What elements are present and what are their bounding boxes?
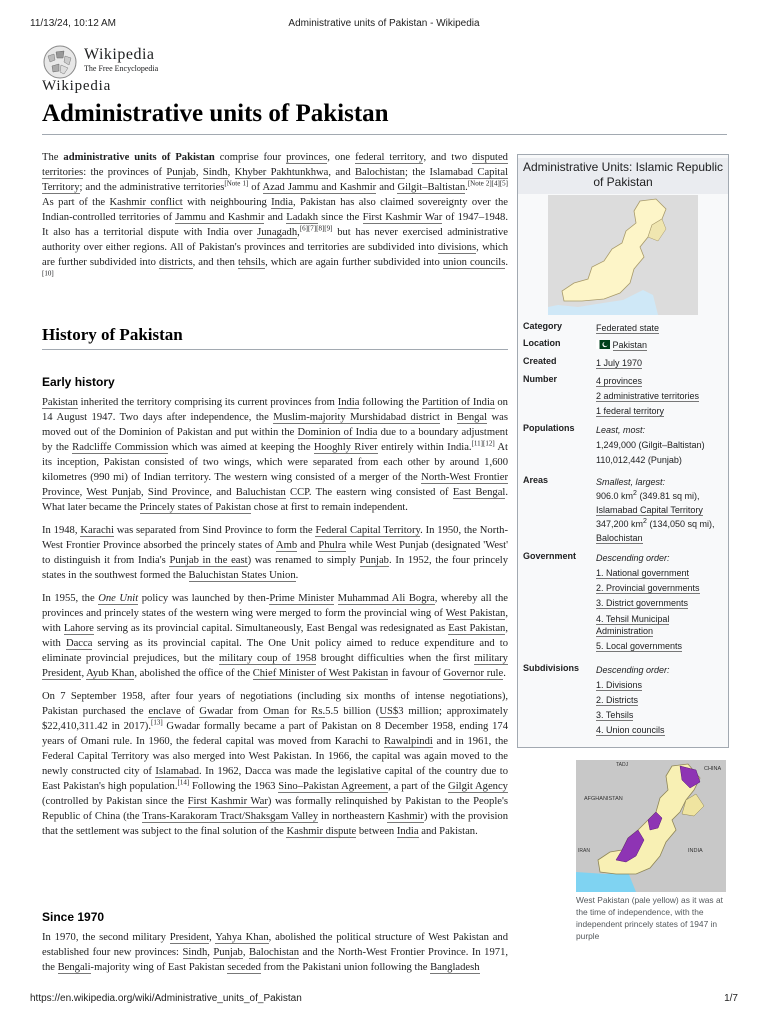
link-governor-rule[interactable]: Governor rule bbox=[443, 668, 504, 679]
infobox-label: Subdivisions bbox=[523, 663, 580, 673]
link-east-bengal[interactable]: East Bengal bbox=[452, 487, 506, 498]
link-baluchistan[interactable]: Baluchistan bbox=[235, 487, 286, 498]
link-baluchistan-states-union[interactable]: Baluchistan States Union bbox=[188, 570, 296, 581]
title-rule bbox=[42, 134, 727, 135]
link-divisions[interactable]: 1. Divisions bbox=[596, 680, 643, 690]
link-dacca[interactable]: Dacca bbox=[65, 638, 93, 649]
link-dominion-of-india[interactable]: Dominion of India bbox=[297, 427, 378, 438]
link-oman[interactable]: Oman bbox=[263, 706, 290, 717]
west-pakistan-1947-map[interactable] bbox=[576, 760, 726, 892]
link-bengal[interactable]: Bengal bbox=[457, 412, 488, 423]
ref-13[interactable]: [13] bbox=[150, 718, 163, 727]
wikipedia-tagline: The Free Encyclopedia bbox=[84, 64, 159, 73]
link-prime-minister[interactable]: Prime Minister bbox=[269, 593, 335, 604]
link-bangladesh[interactable]: Bangladesh bbox=[430, 962, 480, 973]
link-gwadar[interactable]: Gwadar bbox=[199, 706, 233, 717]
link-murshidabad[interactable]: Muslim-majority Murshidabad district bbox=[273, 412, 440, 423]
infobox-label: Created bbox=[523, 356, 557, 366]
link-princely-states[interactable]: Princely states of Pakistan bbox=[139, 502, 252, 513]
link-punjab-in-the-east[interactable]: Punjab in the east bbox=[169, 555, 248, 566]
link-gilgit-baltistan[interactable]: Gilgit–Baltistan bbox=[397, 182, 466, 193]
link-enclave[interactable]: enclave bbox=[148, 706, 181, 717]
link-india[interactable]: India bbox=[271, 197, 293, 208]
link-punjab[interactable]: Punjab bbox=[166, 167, 196, 178]
link-jammu-kashmir[interactable]: Jammu and Kashmir bbox=[175, 212, 265, 223]
infobox-label: Location bbox=[523, 338, 561, 348]
paragraph-1958: On 7 September 1958, after four years of negotiations (including six months of intense negotiations), Pakistan purchased the enclave of Gwadar from Oman for Rs.5.5 billion (US$3 million; approximately $22,410,311.42 in 2017).[13] Gwadar formally became a part of Pakistan on 8 December 1958, ending 174 years of Omani rule. In 1960, the federal capital was moved from Karachi to Rawalpindi and in 1961, the Federal Capital Territory was also merged into West Pakistan. In 1966, the capital was again moved to the newly constructed city of Islamabad. In 1962, Dacca was made the legislative capital of the country due to East Pakistan's high population.[14] Following the 1963 Sino–Pakistan Agreement, a part of the Gilgit Agency (controlled by Pakistan since the First Kashmir War) was formally relinquished by Pakistan to the People's Republic of China (the Trans-Karakoram Tract/Shaksgam Valley in northeastern Kashmir) with the provision that the settlement was subject to the final solution of the Kashmir dispute between India and Pakistan. bbox=[42, 691, 509, 837]
link-national-government[interactable]: 1. National government bbox=[596, 568, 690, 578]
link-balochistan[interactable]: Balochistan bbox=[249, 947, 300, 958]
link-sindh[interactable]: Sindh bbox=[202, 167, 228, 178]
link-sino-pakistan-agreement[interactable]: Sino–Pakistan Agreement bbox=[278, 781, 389, 792]
map-label-china: CHINA bbox=[704, 766, 722, 772]
link-federated-state[interactable]: Federated state bbox=[596, 323, 660, 333]
link-hooghly-river[interactable]: Hooghly River bbox=[313, 442, 378, 453]
link-balochistan[interactable]: Balochistan bbox=[354, 167, 405, 178]
subheading-early-history: Early history bbox=[42, 375, 115, 389]
link-usd[interactable]: US$ bbox=[379, 706, 399, 717]
ref-6-9[interactable]: [6][7][8][9] bbox=[299, 224, 333, 233]
link-first-kashmir-war[interactable]: First Kashmir War bbox=[362, 212, 443, 223]
link-2-administrative-territories[interactable]: 2 administrative territories bbox=[596, 391, 700, 401]
link-east-pakistan[interactable]: East Pakistan bbox=[448, 623, 506, 634]
link-partition[interactable]: Partition of India bbox=[421, 397, 495, 408]
body-early-history bbox=[42, 395, 508, 847]
ref-note-2[interactable]: [Note 2][4][5] bbox=[467, 179, 509, 188]
print-page-number: 1/7 bbox=[724, 993, 738, 1004]
link-chief-minister-west-pakistan[interactable]: Chief Minister of West Pakistan bbox=[252, 668, 389, 679]
populations-note: Least, most: bbox=[596, 425, 646, 435]
link-islamabad-capital-territory[interactable]: Islamabad Capital Territory bbox=[596, 505, 703, 515]
link-rawalpindi[interactable]: Rawalpindi bbox=[383, 736, 433, 747]
ref-note-1[interactable]: [Note 1] bbox=[224, 179, 249, 188]
link-kashmir[interactable]: Kashmir bbox=[387, 811, 424, 822]
link-military-coup-1958[interactable]: military coup of 1958 bbox=[219, 653, 317, 664]
pakistan-flag-icon bbox=[596, 340, 610, 349]
link-disputed-territories[interactable]: disputed territories bbox=[42, 152, 508, 178]
government-note: Descending order: bbox=[596, 553, 670, 563]
link-tehsils[interactable]: tehsils bbox=[238, 257, 266, 268]
infobox-label: Populations bbox=[523, 423, 575, 433]
link-ayub-khan[interactable]: Ayub Khan bbox=[86, 668, 135, 679]
link-seceded[interactable]: seceded bbox=[227, 962, 261, 973]
map-label-afghanistan: AFGHANISTAN bbox=[584, 796, 623, 802]
map-label-india: INDIA bbox=[688, 848, 703, 854]
link-west-punjab[interactable]: West Punjab bbox=[86, 487, 141, 498]
map-label-iran: IRAN bbox=[578, 848, 590, 854]
ref-10[interactable]: [10] bbox=[42, 269, 54, 278]
link-president[interactable]: President bbox=[169, 932, 210, 943]
paragraph-1955: In 1955, the One Unit policy was launched by then-Prime Minister Muhammad Ali Bogra, whereby all the provinces and princely states of the western wing were merged to form the provincial wing of West Pakistan, with Lahore serving as its provincial capital. Simultaneously, East Bengal was redesignated as East Pakistan, with Dacca serving as its provincial capital. The One Unit policy aimed to reduce expenditure and to eliminate provincial prejudices, but the military coup of 1958 brought difficulties when the first military President, Ayub Khan, abolished the office of the Chief Minister of West Pakistan in favour of Governor rule. bbox=[42, 593, 509, 679]
link-muhammad-ali-bogra[interactable]: Muhammad Ali Bogra bbox=[337, 593, 435, 604]
link-one-unit[interactable]: One Unit bbox=[98, 593, 139, 604]
print-footer bbox=[30, 993, 738, 1004]
link-junagadh[interactable]: Junagadh bbox=[257, 227, 298, 238]
body-since-1970 bbox=[42, 930, 508, 983]
link-trans-karakoram-tract[interactable]: Trans-Karakoram Tract/Shaksgam Valley bbox=[142, 811, 319, 822]
populations-least: 1,249,000 (Gilgit–Baltistan) bbox=[596, 440, 705, 450]
link-islamabad[interactable]: Islamabad bbox=[155, 766, 199, 777]
link-districts[interactable]: 2. Districts bbox=[596, 695, 639, 705]
link-india[interactable]: India bbox=[396, 826, 419, 837]
section-rule bbox=[42, 349, 508, 350]
paragraph-1947: Pakistan inherited the territory comprising its current provinces from India following the Partition of India on 14 August 1947. Two days after independence, the Muslim-majority Murshidabad district in Bengal was moved out of the Dominion of Pakistan and put within the Dominion of India due to a boundary adjustment by the Radcliffe Commission which was aimed at keeping the Hooghly River entirely within India.[11][12] At its inception, Pakistan consisted of two wings, which were separated from each other by around 1,600 kilometres (990 mi) of Indian territory. The western wing consisted of a merger of the North-West Frontier Province, West Punjab, Sind Province, and Baluchistan CCP. The eastern wing consisted of East Bengal. What later became the Princely states of Pakistan chose at first to remain independent. bbox=[42, 397, 509, 513]
link-1-federal-territory[interactable]: 1 federal territory bbox=[596, 406, 665, 416]
print-datetime: 11/13/24, 10:12 AM bbox=[30, 18, 116, 29]
link-amb[interactable]: Amb bbox=[275, 540, 298, 551]
link-sindh[interactable]: Sindh bbox=[182, 947, 208, 958]
link-union-councils[interactable]: 4. Union councils bbox=[596, 725, 665, 735]
pakistan-locator-map[interactable] bbox=[548, 195, 698, 315]
link-khyber-pakhtunkhwa[interactable]: Khyber Pakhtunkhwa bbox=[234, 167, 329, 178]
link-sind-province[interactable]: Sind Province bbox=[147, 487, 210, 498]
section-heading-history: History of Pakistan bbox=[42, 325, 183, 344]
link-pakistan-location[interactable]: Pakistan bbox=[612, 340, 648, 350]
link-punjab[interactable]: Punjab bbox=[359, 555, 389, 566]
link-pakistan[interactable]: Pakistan bbox=[42, 397, 78, 408]
link-lahore[interactable]: Lahore bbox=[63, 623, 94, 634]
link-military-president[interactable]: military President bbox=[42, 653, 508, 679]
link-local-governments[interactable]: 5. Local governments bbox=[596, 641, 683, 651]
link-federal-territory[interactable]: federal territory bbox=[355, 152, 424, 163]
link-ccp[interactable]: CCP bbox=[290, 487, 309, 498]
link-nwfp[interactable]: North-West Frontier Province bbox=[42, 472, 508, 498]
ref-11-12[interactable]: [11][12] bbox=[471, 439, 495, 448]
link-ladakh[interactable]: Ladakh bbox=[286, 212, 319, 223]
link-punjab[interactable]: Punjab bbox=[213, 947, 243, 958]
page-title: Administrative units of Pakistan bbox=[42, 100, 389, 127]
infobox-label: Government bbox=[523, 551, 577, 561]
areas-smallest: 906.0 $km^2$ (349.81 sq mi), bbox=[596, 490, 700, 501]
link-karachi[interactable]: Karachi bbox=[80, 525, 114, 536]
areas-note: Smallest, largest: bbox=[596, 477, 666, 487]
ref-14[interactable]: [14] bbox=[177, 778, 190, 787]
link-provinces[interactable]: provinces bbox=[286, 152, 328, 163]
print-url[interactable]: https://en.wikipedia.org/wiki/Administrative_units_of_Pakistan bbox=[30, 993, 302, 1004]
map-label-tadj: TADJ bbox=[616, 762, 629, 768]
infobox bbox=[517, 154, 729, 748]
subheading-since-1970: Since 1970 bbox=[42, 910, 105, 924]
link-islamabad-capital-territory[interactable]: Islamabad Capital Territory bbox=[42, 167, 509, 193]
subdivisions-note: Descending order: bbox=[596, 665, 670, 675]
link-districts[interactable]: districts bbox=[159, 257, 193, 268]
link-provincial-governments[interactable]: 2. Provincial governments bbox=[596, 583, 700, 593]
populations-most: 110,012,442 (Punjab) bbox=[596, 455, 682, 465]
wikipedia-wordmark-small[interactable]: Wikipedia bbox=[42, 78, 112, 94]
link-federal-capital-territory[interactable]: Federal Capital Territory bbox=[315, 525, 421, 536]
link-india[interactable]: India bbox=[337, 397, 360, 408]
link-azad-jammu-kashmir[interactable]: Azad Jammu and Kashmir bbox=[262, 182, 377, 193]
areas-largest: 347,200 $km^2$ (134,050 sq mi), bbox=[596, 518, 715, 529]
infobox-label: Number bbox=[523, 374, 558, 384]
link-balochistan[interactable]: Balochistan bbox=[596, 533, 643, 543]
map-sea bbox=[576, 872, 636, 892]
infobox-label: Category bbox=[523, 321, 563, 331]
link-district-governments[interactable]: 3. District governments bbox=[596, 598, 689, 608]
link-west-pakistan[interactable]: West Pakistan bbox=[445, 608, 506, 619]
paragraph-1970: In 1970, the second military President, Yahya Khan, abolished the political structure of West Pakistan and established four new provinces: Sindh, Punjab, Balochistan and the North-West Frontier Province. In 1971, the Bengali-majority wing of East Pakistan seceded from the Pakistani union following the Bangladesh bbox=[42, 932, 509, 973]
infobox-label: Areas bbox=[523, 475, 549, 485]
link-tehsil-municipal-administration[interactable]: 4. Tehsil Municipal Administration bbox=[596, 614, 670, 636]
link-gilgit-agency[interactable]: Gilgit Agency bbox=[448, 781, 508, 792]
link-divisions[interactable]: divisions bbox=[437, 242, 477, 253]
link-first-kashmir-war[interactable]: First Kashmir War bbox=[187, 796, 268, 807]
link-bengali[interactable]: Bengali bbox=[57, 962, 91, 973]
print-tab-title: Administrative units of Pakistan - Wikipedia bbox=[288, 18, 480, 29]
link-tehsils[interactable]: 3. Tehsils bbox=[596, 710, 634, 720]
link-radcliffe-commission[interactable]: Radcliffe Commission bbox=[72, 442, 169, 453]
link-yahya-khan[interactable]: Yahya Khan bbox=[215, 932, 269, 943]
map-caption: West Pakistan (pale yellow) as it was at the time of independence, with the independent princely states of 1947 in purple bbox=[576, 895, 723, 941]
link-4-provinces[interactable]: 4 provinces bbox=[596, 376, 643, 386]
link-1-july-1970[interactable]: 1 July 1970 bbox=[596, 358, 643, 368]
link-rs[interactable]: Rs. bbox=[311, 706, 326, 717]
paragraph-1948: In 1948, Karachi was separated from Sind Province to form the Federal Capital Territory. In 1950, the North-West Frontier Province absorbed the princely states of Amb and Phulra while West Punjab (designated 'West' to distinguish it from India's Punjab in the east) was renamed to simply Punjab. In 1952, the four princely states in the southwest formed the Baluchistan States Union. bbox=[42, 525, 509, 581]
infobox-title: Administrative Units: Islamic Republic of Pakistan bbox=[518, 158, 728, 194]
link-union-councils[interactable]: union councils bbox=[442, 257, 506, 268]
print-header bbox=[30, 18, 738, 32]
wikipedia-wordmark[interactable]: Wikipedia bbox=[84, 46, 155, 63]
link-phulra[interactable]: Phulra bbox=[318, 540, 347, 551]
link-kashmir-dispute[interactable]: Kashmir dispute bbox=[286, 826, 357, 837]
link-kashmir-conflict[interactable]: Kashmir conflict bbox=[109, 197, 183, 208]
intro-paragraph: The administrative units of Pakistan comprise four provinces, one federal territory, and two disputed territories: the provinces of Punjab, Sindh, Khyber Pakhtunkhwa, and Balochistan; the Islamabad Capital Territory; and the administrative territories[Note 1] of Azad Jammu and Kashmir and Gilgit–Baltistan.[Note 2][4][5] As part of the Kashmir conflict with neighbouring India, Pakistan has also claimed sovereignty over the Indian-controlled territories of Jammu and Kashmir and Ladakh since the First Kashmir War of 1947–1948. It also has a territorial dispute with India over Junagadh,[6][7][8][9] but has never exercised administrative authority over either regions. All of Pakistan's provinces and territories are subdivided into divisions, which are further subdivided into districts, and then tehsils, which are again further subdivided into union councils.[10] bbox=[42, 152, 509, 278]
wikipedia-globe-icon[interactable] bbox=[42, 44, 78, 80]
